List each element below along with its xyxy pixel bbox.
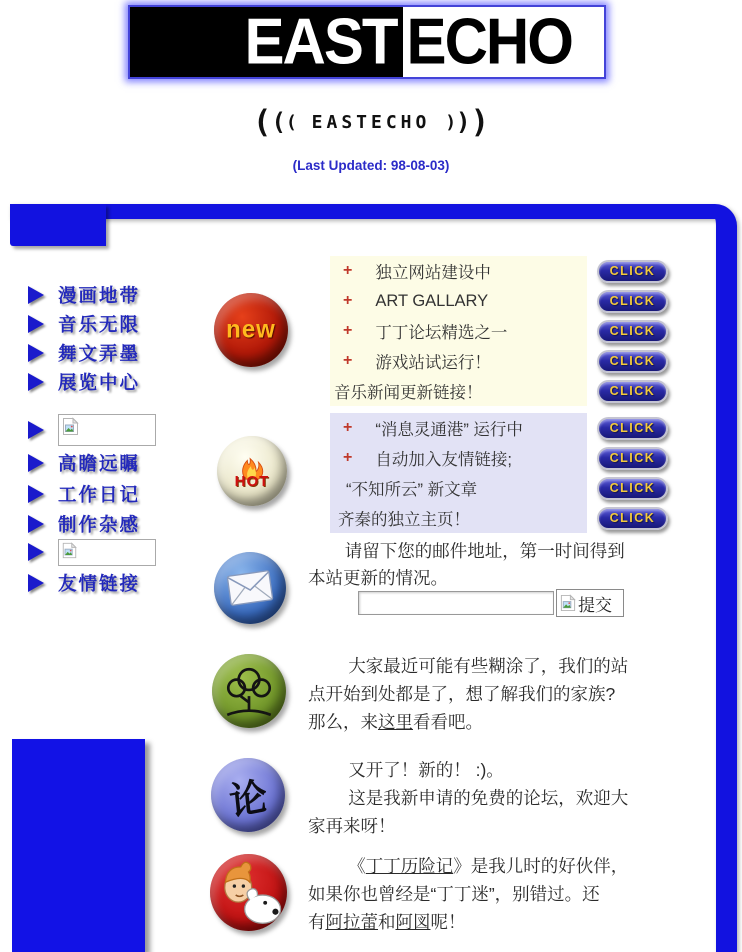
here-link[interactable]: 这里	[378, 712, 413, 732]
triangle-bullet-icon	[28, 373, 44, 391]
tagline-paren: (	[271, 108, 286, 136]
calligraphy-icon	[211, 758, 285, 832]
tintin-adventures-link[interactable]: 丁丁历险记	[365, 856, 454, 876]
list-cell	[330, 346, 587, 376]
calligraphy-char: 论	[227, 772, 270, 824]
triangle-bullet-icon	[28, 543, 44, 561]
tintin-line	[308, 912, 466, 932]
plus-marker: +	[343, 292, 353, 309]
tintin-line-part: 《	[348, 856, 366, 876]
list-item-text: “消息灵通港” 运行中	[375, 421, 523, 439]
list-item-text: “不知所云” 新文章	[346, 481, 478, 499]
family-line: 大家最近可能有些糊涂了，我们的站	[348, 656, 629, 676]
list-cell	[330, 376, 587, 406]
tintin-line: 如果你也曾经是“丁丁迷”，别错过。还	[308, 884, 600, 904]
list-row	[330, 376, 668, 406]
sidebar-item-diary[interactable]	[28, 480, 140, 508]
list-item-text: 独立网站建设中	[375, 264, 491, 282]
family-line: 点开始到处都是了，想了解我们的家族?	[308, 684, 616, 704]
tagline-paren: (	[285, 112, 297, 133]
sidebar-item-writing[interactable]	[28, 339, 140, 367]
sidebar-item-links[interactable]	[28, 569, 140, 597]
family-line	[308, 712, 483, 732]
last-updated-text: (Last Updated: 98-08-03)	[292, 158, 450, 173]
envelope-icon	[214, 552, 286, 624]
list-row	[330, 256, 668, 286]
list-cell	[330, 413, 587, 443]
list-cell	[330, 316, 587, 346]
list-item-text: 齐秦的独立主页！	[338, 511, 470, 529]
list-item-text: 丁丁论坛精选之一	[375, 324, 508, 342]
tree-icon	[212, 654, 286, 728]
click-button[interactable]: CLICK	[597, 417, 668, 440]
forum-line: 又开了！新的！ :)。	[348, 760, 504, 780]
click-button[interactable]: CLICK	[597, 380, 668, 403]
hot-list	[330, 413, 668, 533]
click-button[interactable]: CLICK	[597, 290, 668, 313]
plus-marker: +	[343, 262, 353, 279]
logo-right-panel	[403, 7, 604, 77]
mail-text	[308, 538, 713, 592]
sidebar-item-notes[interactable]	[28, 510, 140, 538]
blue-frame-tab	[10, 204, 106, 246]
list-item-text: 游戏站试运行！	[375, 354, 491, 372]
tagline-name: EASTECHO	[296, 112, 446, 133]
triangle-bullet-icon	[28, 344, 44, 362]
logo-text-echo: ECHO	[406, 5, 572, 78]
mail-line: 请留下您的邮件地址，第一时间得到	[344, 541, 625, 561]
plus-marker: +	[343, 449, 353, 466]
click-button[interactable]: CLICK	[597, 477, 668, 500]
atu-link[interactable]: 阿図	[395, 912, 431, 932]
list-row	[330, 346, 668, 376]
new-badge-label: new	[226, 315, 276, 344]
list-cell	[330, 256, 587, 286]
logo-left-panel	[130, 7, 403, 77]
tintin-icon	[210, 854, 287, 931]
tintin-line-part: 和	[378, 912, 396, 932]
triangle-bullet-icon	[28, 421, 44, 439]
tagline-paren: )	[456, 108, 471, 136]
broken-image-icon	[559, 594, 577, 612]
list-cell	[330, 286, 587, 316]
forum-text	[308, 756, 713, 840]
list-row	[330, 473, 668, 503]
click-button[interactable]: CLICK	[597, 447, 668, 470]
logo-banner	[128, 5, 606, 79]
hot-badge-icon	[217, 436, 287, 506]
site-tagline	[0, 104, 742, 140]
tintin-line-part: 》是我儿时的好伙伴，	[453, 856, 629, 876]
click-button[interactable]: CLICK	[597, 507, 668, 530]
list-row	[330, 316, 668, 346]
sidebar-item-comics[interactable]	[28, 281, 140, 309]
tintin-line-part: 有	[308, 912, 326, 932]
family-line-part: 那么，来	[308, 712, 378, 732]
sidebar-item-music[interactable]	[28, 310, 140, 338]
plus-marker: +	[343, 352, 353, 369]
sidebar-item-gallery[interactable]	[28, 368, 140, 396]
sidebar-item-label: 展览中心	[58, 372, 141, 393]
list-row	[330, 503, 668, 533]
family-text	[308, 652, 713, 736]
sidebar-item-label: 友情链接	[58, 573, 141, 594]
tintin-text	[308, 852, 713, 936]
triangle-bullet-icon	[28, 315, 44, 333]
click-button[interactable]: CLICK	[597, 320, 668, 343]
triangle-bullet-icon	[28, 454, 44, 472]
sidebar-item-label: 音乐无限	[58, 314, 141, 335]
plus-marker: +	[343, 419, 353, 436]
new-badge-icon	[214, 293, 288, 367]
click-button[interactable]: CLICK	[597, 350, 668, 373]
triangle-bullet-icon	[28, 515, 44, 533]
mail-line: 本站更新的情况。	[308, 568, 448, 588]
submit-label: 提交	[578, 595, 612, 615]
triangle-bullet-icon	[28, 485, 44, 503]
news-list	[330, 256, 668, 406]
sidebar-item-broken-1[interactable]	[28, 416, 156, 444]
sidebar-item-label: 漫画地带	[58, 285, 141, 306]
list-item-text: 自动加入友情链接;	[375, 451, 512, 469]
list-row	[330, 443, 668, 473]
list-row	[330, 286, 668, 316]
tagline-paren: )	[470, 104, 490, 140]
list-item-text: 音乐新闻更新链接！	[334, 384, 483, 402]
submit-button[interactable]	[556, 589, 624, 617]
broken-image-icon	[58, 539, 156, 566]
list-cell	[330, 473, 587, 503]
hot-badge-label: HOT	[234, 472, 270, 490]
sidebar-item-vision[interactable]	[28, 449, 140, 477]
sidebar-item-label: 制作杂感	[58, 514, 141, 535]
forum-line: 这是我新申请的免费的论坛，欢迎大	[348, 788, 629, 808]
list-row	[330, 413, 668, 443]
logo-text-east: EAST	[244, 5, 397, 78]
list-item-text: ART GALLARY	[375, 291, 489, 310]
tagline-paren: )	[445, 112, 457, 133]
sidebar-item-label: 舞文弄墨	[58, 343, 141, 364]
broken-image-icon	[58, 414, 156, 446]
list-cell	[330, 503, 587, 533]
sidebar-item-broken-2[interactable]	[28, 538, 156, 566]
tintin-line-part: 呢！	[430, 912, 466, 932]
list-cell	[330, 443, 587, 473]
tagline-paren: (	[252, 104, 272, 140]
click-button[interactable]: CLICK	[597, 260, 668, 283]
triangle-bullet-icon	[28, 286, 44, 304]
sidebar-item-label: 高瞻远瞩	[58, 453, 141, 474]
arale-link[interactable]: 阿拉蕾	[325, 912, 378, 932]
tintin-line	[308, 856, 628, 876]
sidebar-item-label: 工作日记	[58, 484, 141, 505]
blue-decoration-block	[12, 739, 145, 952]
plus-marker: +	[343, 322, 353, 339]
forum-line: 家再来呀！	[308, 816, 396, 836]
triangle-bullet-icon	[28, 574, 44, 592]
email-input[interactable]	[358, 591, 554, 615]
family-line-part: 看看吧。	[413, 712, 483, 732]
